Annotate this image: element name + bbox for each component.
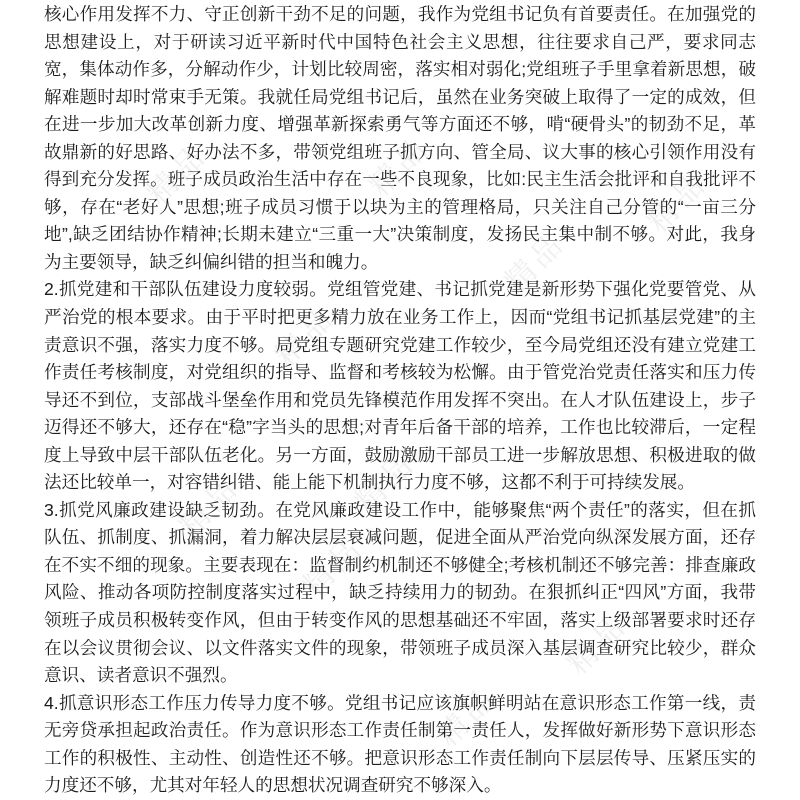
watermark-text: 精品 [269,300,342,373]
watermark-text: 精品 [173,470,246,543]
watermark-text: 精品 [141,138,214,211]
watermark-text: 精品 [499,226,572,299]
watermark-text: 精品 [297,530,370,603]
paragraph-4-ideology-work: 4.抓意识形态工作压力传导力度不够。党组书记应该旗帜鲜明站在意识形态工作第一线，责无旁贷承担起政治责任。作为意识形态工作责任制第一责任人，发挥做好新形势下意识形态工作的积极性、主动性、创造性还不够。把意识形态工作责任制向下层层传导、压紧压实的力度还不够，尤其对年轻人的思想状况调查研究不够深入。 [44,692,756,796]
watermark-text: 精品 [561,608,634,681]
watermark-text: 精品 [641,166,714,239]
watermark-text: 精品 [431,680,504,753]
paragraph-3-clean-governance: 3.抓党风廉政建设缺乏韧劲。在党风廉政建设工作中，能够聚焦“两个责任”的落实，但在抓队伍、抓制度、抓漏洞，着力解决层层衰减问题，促进全面从严治党向纵深发展方面，还存在不实不细的现象。主要表现在：监督制约机制还不够健全;考核机制还不够完善：排查廉政风险、推动各项防控制度落实过程中，缺乏持续用力的韧劲。在狠抓纠正“四风”方面，我带领班子成员积极转变作风，但由于转变作风的思想基础还不牢固，落实上级部署要求时还存在以会议贯彻会议、以文件落实文件的现象，带领班子成员深入基层调查研究比较少，群众意识、读者意识不强烈。 [44,499,756,686]
watermark-text: 精品 [363,130,436,203]
document-content [44,1,756,800]
paragraph-2-party-building: 2.抓党建和干部队伍建设力度较弱。党组管党建、书记抓党建是新形势下强化党要管党、从严治党的根本要求。由于平时把更多精力放在业务工作上，因而“党组书记抓基层党建”的主责意识不强，落实力度不够。局党组专题研究党建工作较少，至今局党组还没有建立党建工作责任考核制度，对党组织的指导、监督和考核较为松懈。由于管党治党责任落实和压力传导还不到位，支部战斗堡垒作用和党员先锋模范作用发挥不突出。在人才队伍建设上，步子迈得还不够大，还存在“稳”字当头的思想;对青年后备干部的培养，工作也比较滞后，一定程度上导致中层干部队伍老化。另一方面，鼓励激励干部员工进一步解放思想、积极进取的做法还比较单一，对容错纠错、能上能下机制执行力度不够，这都不利于可持续发展。 [44,279,756,493]
paragraph-1-continuation: 核心作用发挥不力、守正创新干劲不足的问题，我作为党组书记负有首要责任。在加强党的思想建设上，对于研读习近平新时代中国特色社会主义思想，往往要求自己严，要求同志宽，集体动作多，分解动作少，计划比较周密，落实相对弱化;党组班子手里拿着新思想，破解难题时却时常束手无策。我就任局党组书记后，虽然在业务突破上取得了一定的成效，但在进一步加大改革创新力度、增强革新探索勇气等方面还不够，啃“硬骨头”的韧劲不足，革故鼎新的好思路、好办法不多，带领党组班子抓方向、管全局、议大事的核心引领作用没有得到充分发挥。班子成员政治生活中存在一些不良现象，比如:民主生活会批评和自我批评不够，存在“老好人”思想;班子成员习惯于以块为主的管理格局，只关注自己分管的“一亩三分地”,缺乏团结协作精神;长期未建立“三重一大”决策制度，发扬民主集中制不够。对此，我身为主要领导，缺乏纠偏纠错的担当和魄力。 [44,4,756,272]
watermark-text: 精品 [349,446,422,519]
